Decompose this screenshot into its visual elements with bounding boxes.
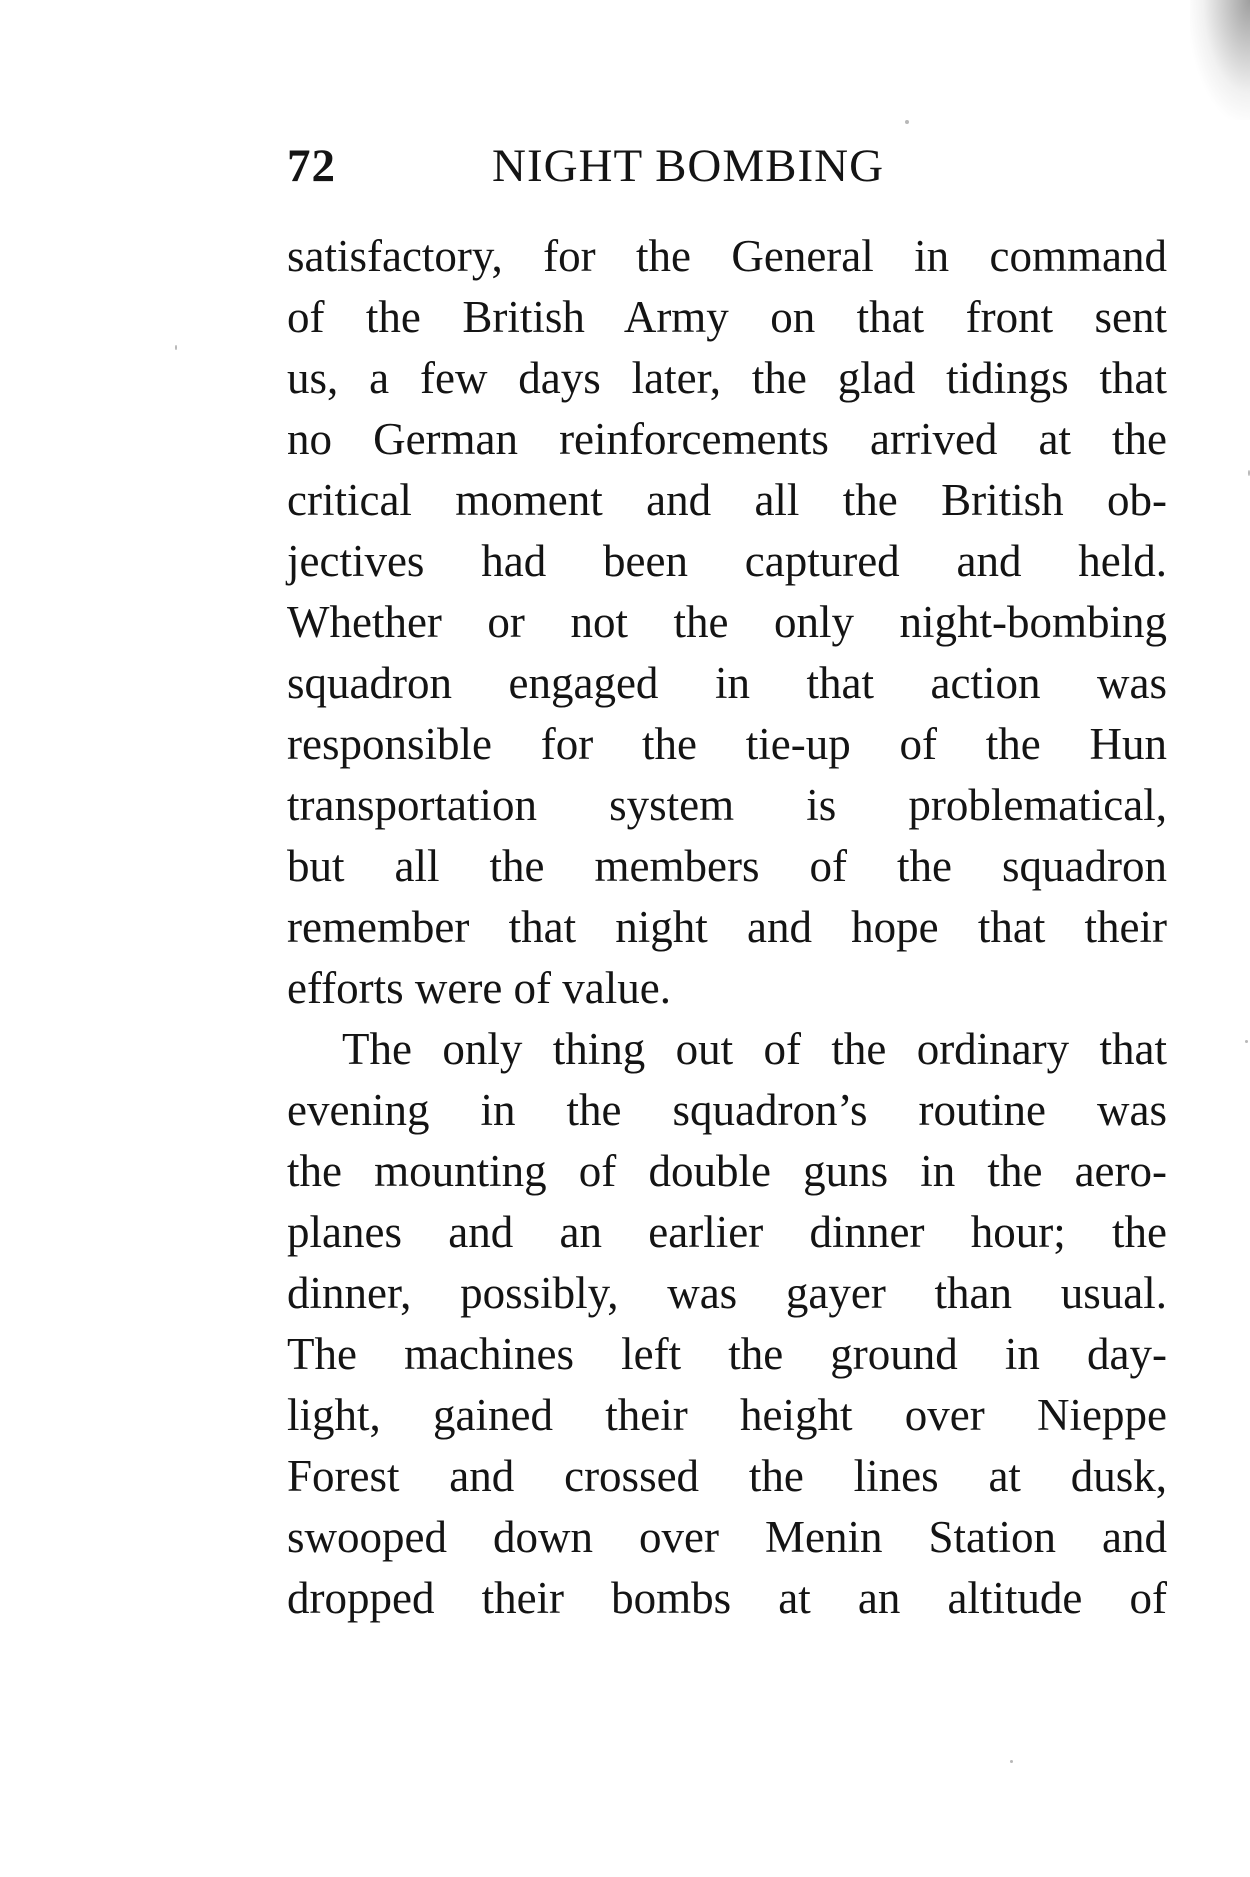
text-line: The machines left the ground in day- [287, 1329, 1167, 1379]
text-line: light, gained their height over Nieppe [287, 1390, 1167, 1440]
text-line: planes and an earlier dinner hour; the [287, 1207, 1167, 1257]
scan-speck [1245, 1040, 1248, 1043]
scan-speck [175, 345, 177, 350]
scan-smudge [1190, 0, 1250, 120]
text-line: The only thing out of the ordinary that [342, 1024, 1167, 1074]
text-line: the mounting of double guns in the aero- [287, 1146, 1167, 1196]
text-line: responsible for the tie-up of the Hun [287, 719, 1167, 769]
text-line: efforts were of value. [287, 963, 671, 1013]
text-line: of the British Army on that front sent [287, 292, 1167, 342]
text-line: no German reinforcements arrived at the [287, 414, 1167, 464]
text-line: jectives had been captured and held. [287, 536, 1167, 586]
text-line: critical moment and all the British ob- [287, 475, 1167, 525]
text-line: Whether or not the only night-bombing [287, 597, 1167, 647]
text-line: us, a few days later, the glad tidings that [287, 353, 1167, 403]
text-line: swooped down over Menin Station and [287, 1512, 1167, 1562]
text-line: transportation system is problematical, [287, 780, 1167, 830]
text-line: evening in the squadron’s routine was [287, 1085, 1167, 1135]
scan-speck [1010, 1760, 1013, 1763]
text-line: dropped their bombs at an altitude of [287, 1573, 1167, 1623]
text-line: Forest and crossed the lines at dusk, [287, 1451, 1167, 1501]
running-header [287, 136, 1167, 196]
page-number: 72 [287, 140, 336, 192]
running-title: NIGHT BOMBING [492, 140, 885, 192]
text-line: remember that night and hope that their [287, 902, 1167, 952]
text-line: squadron engaged in that action was [287, 658, 1167, 708]
scan-speck [905, 120, 909, 124]
text-line: satisfactory, for the General in command [287, 231, 1167, 281]
text-line: but all the members of the squadron [287, 841, 1167, 891]
body-text [287, 226, 1167, 1629]
text-line: dinner, possibly, was gayer than usual. [287, 1268, 1167, 1318]
